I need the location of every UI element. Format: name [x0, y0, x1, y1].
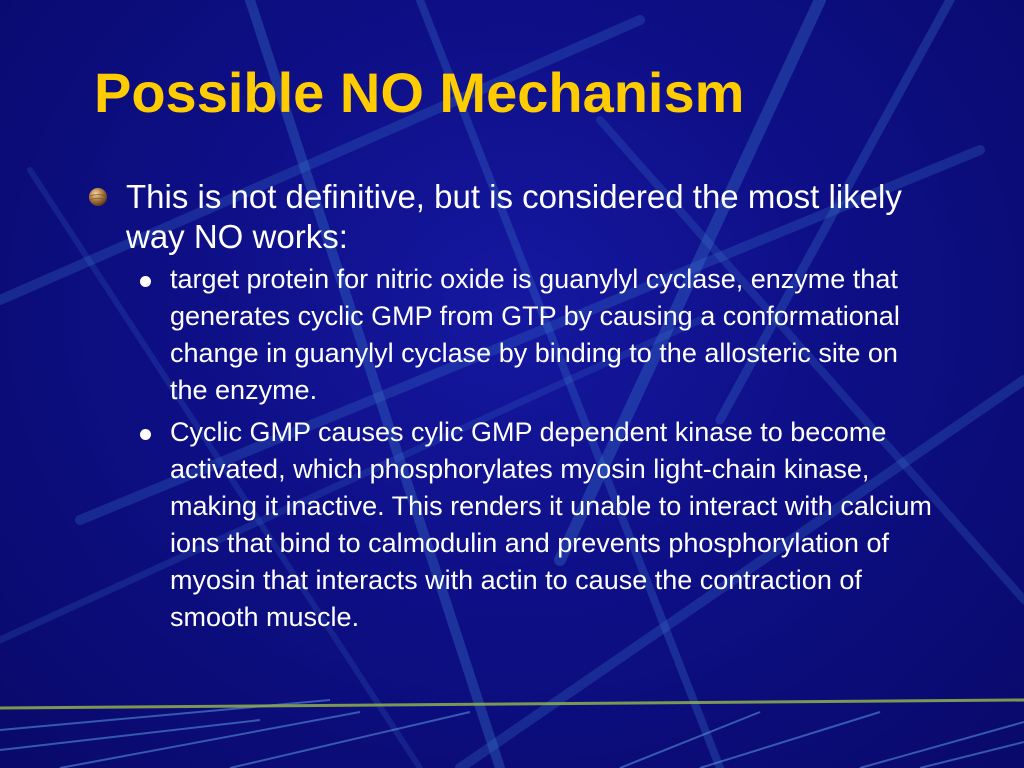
sub-bullet-text: target protein for nitric oxide is guanylyl cyclase, enzyme that generates cyclic GMP from GTP by causing a conformational change in guanylyl cyclase by binding to the allosteric site on the enzyme. [170, 264, 900, 405]
main-bullet-item [88, 177, 938, 257]
white-dot-bullet-icon [140, 429, 151, 440]
white-dot-bullet-icon [140, 276, 151, 287]
sub-bullet-list [88, 261, 938, 636]
bronze-sphere-bullet-icon [88, 187, 108, 207]
sub-bullet-item [134, 261, 938, 409]
sub-bullet-text: Cyclic GMP causes cylic GMP dependent kinase to become activated, which phosphorylates myosin light-chain kinase, making it inactive. This renders it unable to interact with calcium ions that bind to calmodulin and prevents phosphorylation of myosin that interacts with actin to cause the contraction of smooth muscle. [170, 417, 932, 632]
main-bullet-text: This is not definitive, but is considered the most likely way NO works: [126, 178, 902, 255]
slide-body [88, 177, 938, 641]
slide-title: Possible NO Mechanism [94, 61, 745, 124]
sub-bullet-item [134, 414, 938, 636]
